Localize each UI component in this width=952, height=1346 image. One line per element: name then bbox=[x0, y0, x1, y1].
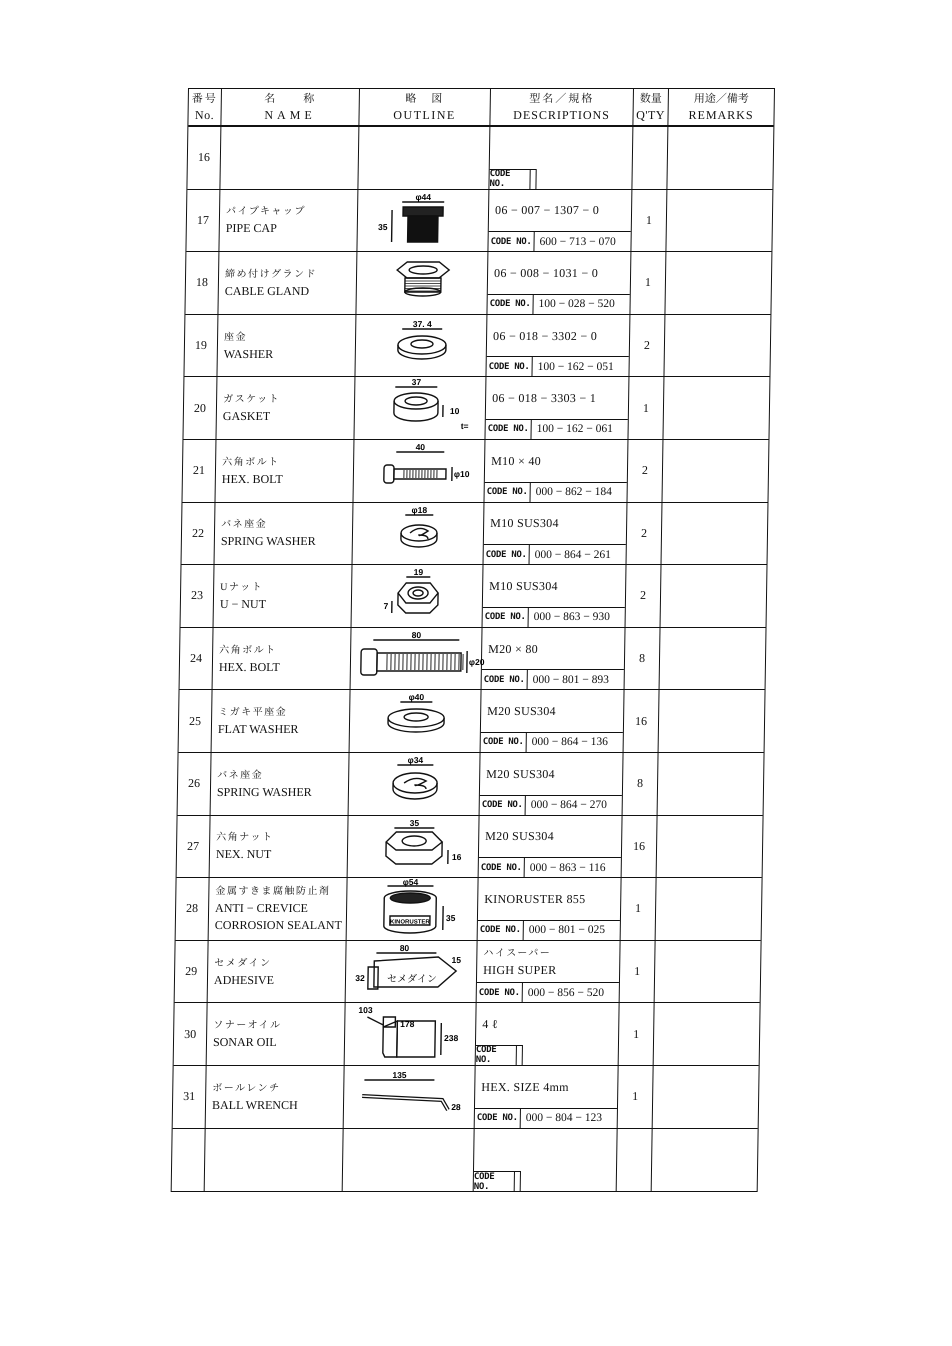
item-description bbox=[477, 941, 621, 1003]
item-name-en: BALL WRENCH bbox=[211, 1097, 298, 1112]
code-no-value: 000 − 804 − 123 bbox=[525, 1112, 603, 1124]
description-line: M10 SUS304 bbox=[490, 516, 559, 531]
hex-bolt-icon bbox=[353, 440, 485, 502]
code-no-label: CODE NO. bbox=[476, 1046, 517, 1065]
description-text bbox=[487, 315, 630, 357]
description-text bbox=[484, 503, 627, 545]
item-number: 27 bbox=[177, 816, 211, 878]
item-name-en: SPRING WASHER bbox=[216, 784, 312, 799]
item-name-en: NEX. NUT bbox=[215, 847, 272, 862]
item-name-en: WASHER bbox=[223, 346, 274, 361]
item-remarks bbox=[661, 565, 767, 627]
code-no-value: 100 − 028 − 520 bbox=[538, 298, 615, 311]
code-no-field bbox=[485, 419, 627, 439]
item-number: 16 bbox=[187, 127, 221, 189]
item-number: 22 bbox=[182, 503, 216, 565]
item-remarks bbox=[660, 628, 766, 690]
header-outline bbox=[359, 89, 491, 125]
ball-wrench-icon bbox=[344, 1066, 476, 1128]
description-text bbox=[478, 878, 621, 920]
description-text bbox=[483, 565, 626, 607]
code-no-value bbox=[517, 1046, 523, 1065]
item-qty: 2 bbox=[629, 315, 665, 377]
item-number bbox=[172, 1129, 206, 1192]
item-remarks bbox=[667, 127, 773, 189]
header-desc-jp: 型名／規格 bbox=[529, 93, 595, 105]
item-description bbox=[488, 190, 632, 252]
description-line: 06 − 007 − 1307 − 0 bbox=[494, 203, 600, 218]
code-no-field bbox=[484, 544, 626, 564]
description-text bbox=[489, 190, 632, 232]
item-name-en: GASKET bbox=[222, 409, 271, 424]
item-qty: 8 bbox=[625, 628, 661, 690]
code-no-label: CODE NO. bbox=[489, 170, 530, 189]
table-row bbox=[174, 1003, 760, 1066]
washer-icon bbox=[355, 315, 487, 377]
description-line: M20 × 80 bbox=[488, 641, 539, 656]
item-number: 28 bbox=[176, 878, 210, 940]
item-outline bbox=[346, 941, 478, 1003]
item-qty: 1 bbox=[621, 878, 657, 940]
item-name-jp: バネ座金 bbox=[217, 769, 264, 781]
item-description bbox=[480, 753, 624, 815]
dimension-label: 7 bbox=[383, 601, 389, 612]
item-name-jp: ソナーオイル bbox=[213, 1020, 282, 1032]
item-qty: 1 bbox=[618, 1066, 654, 1128]
table-row bbox=[184, 315, 770, 378]
dimension-label: φ40 bbox=[408, 692, 425, 703]
item-name-jp: ミガキ平座金 bbox=[218, 707, 288, 719]
item-remarks bbox=[654, 1003, 760, 1065]
item-name-en: U − NUT bbox=[219, 596, 267, 611]
dimension-label: φ18 bbox=[411, 504, 428, 515]
item-description bbox=[482, 628, 626, 690]
code-no-value: 100 − 162 − 051 bbox=[537, 360, 614, 373]
item-remarks bbox=[659, 690, 765, 752]
code-no-label: CODE NO. bbox=[485, 483, 531, 502]
code-no-label: CODE NO. bbox=[479, 858, 525, 877]
item-name-jp: ガスケット bbox=[223, 394, 281, 406]
dimension-label: 37 bbox=[411, 377, 422, 388]
code-no-value: 000 − 864 − 261 bbox=[534, 548, 611, 561]
item-qty: 2 bbox=[628, 440, 664, 502]
code-no-label: CODE NO. bbox=[485, 420, 531, 439]
dimension-label: 10 bbox=[449, 406, 460, 417]
description-text bbox=[475, 1066, 618, 1108]
item-number: 21 bbox=[183, 440, 217, 502]
item-name bbox=[206, 1066, 345, 1128]
dimension-label: 35 bbox=[378, 221, 388, 232]
description-text bbox=[490, 127, 633, 169]
item-outline bbox=[344, 1066, 476, 1128]
item-name bbox=[208, 941, 347, 1003]
item-number: 30 bbox=[174, 1003, 208, 1065]
code-no-label: CODE NO. bbox=[484, 545, 530, 564]
item-number: 25 bbox=[179, 690, 213, 752]
header-no bbox=[188, 89, 222, 125]
item-qty: 1 bbox=[630, 252, 666, 314]
item-name-en: ADHESIVE bbox=[213, 972, 275, 987]
code-no-field bbox=[485, 482, 627, 502]
item-name bbox=[211, 753, 350, 815]
code-no-field bbox=[489, 169, 536, 189]
item-name-en: SPRING WASHER bbox=[220, 534, 316, 549]
parts-list-table bbox=[171, 88, 775, 1192]
description-line: 06 − 008 − 1031 − 0 bbox=[493, 265, 599, 280]
code-no-label: CODE NO. bbox=[475, 1109, 521, 1128]
item-qty: 2 bbox=[627, 503, 663, 565]
table-row bbox=[180, 628, 766, 691]
item-qty bbox=[632, 127, 668, 189]
dimension-label: φ34 bbox=[407, 754, 424, 765]
table-row bbox=[185, 252, 771, 315]
description-text bbox=[488, 252, 631, 294]
item-outline bbox=[354, 440, 486, 502]
adhesive-tube-icon bbox=[346, 941, 478, 1003]
item-name bbox=[219, 190, 358, 252]
item-outline bbox=[351, 628, 483, 690]
spring-washer-icon bbox=[349, 753, 481, 815]
item-outline bbox=[356, 252, 488, 314]
code-no-field bbox=[483, 607, 625, 627]
dimension-label: 19 bbox=[413, 567, 424, 578]
tube-label: セメダイン bbox=[387, 973, 437, 985]
header-name-en: NAME bbox=[264, 108, 316, 122]
dimension-label: 35 bbox=[409, 817, 420, 828]
item-name-jp: セメダイン bbox=[214, 957, 272, 969]
header-no-jp: 番号 bbox=[191, 93, 218, 105]
description-text bbox=[481, 690, 624, 732]
dimension-label: 15 bbox=[451, 954, 462, 965]
item-number: 20 bbox=[183, 377, 217, 439]
description-line: ハイスーパー bbox=[483, 947, 552, 959]
table-row bbox=[178, 753, 764, 816]
item-description bbox=[475, 1066, 619, 1128]
item-name-jp: 座金 bbox=[224, 331, 248, 343]
code-no-value: 000 − 864 − 136 bbox=[531, 736, 609, 749]
item-name-en: CABLE GLAND bbox=[224, 283, 310, 298]
header-qty bbox=[633, 89, 669, 125]
code-no-value: 000 − 801 − 893 bbox=[532, 673, 610, 686]
code-no-label: CODE NO. bbox=[481, 733, 527, 752]
header-name bbox=[221, 89, 360, 125]
item-outline bbox=[358, 127, 490, 189]
dimension-label: 103 bbox=[358, 1005, 373, 1016]
item-name bbox=[214, 565, 353, 627]
code-no-label: CODE NO. bbox=[482, 670, 528, 689]
item-name bbox=[212, 690, 351, 752]
item-number: 26 bbox=[178, 753, 212, 815]
code-no-label: CODE NO. bbox=[477, 983, 523, 1002]
description-text bbox=[480, 753, 623, 795]
item-name-en: HEX. BOLT bbox=[221, 471, 283, 486]
item-number: 29 bbox=[175, 941, 209, 1003]
item-name bbox=[213, 628, 352, 690]
dimension-label: 16 bbox=[451, 851, 462, 862]
dimension-label: 37. 4 bbox=[412, 318, 432, 329]
header-remarks-jp: 用途／備考 bbox=[693, 93, 749, 105]
code-no-field bbox=[476, 1045, 523, 1065]
item-name-en: SONAR OIL bbox=[212, 1035, 277, 1050]
code-no-field bbox=[475, 1108, 617, 1128]
code-no-label: CODE NO. bbox=[480, 796, 526, 815]
cable-gland-icon bbox=[356, 252, 488, 314]
code-no-value: 000 − 864 − 270 bbox=[530, 799, 608, 812]
code-no-field bbox=[479, 857, 621, 877]
code-no-field bbox=[486, 356, 628, 376]
dimension-label: 32 bbox=[355, 972, 365, 983]
table-row bbox=[182, 503, 768, 566]
description-line2: HIGH SUPER bbox=[483, 962, 557, 977]
item-name bbox=[209, 878, 348, 940]
item-description bbox=[481, 690, 625, 752]
can-label: KINORUSTER bbox=[390, 919, 430, 926]
table-row bbox=[172, 1129, 758, 1192]
item-name-en-line2: CORROSION SEALANT bbox=[214, 918, 342, 933]
item-remarks bbox=[656, 878, 762, 940]
table-row bbox=[186, 190, 772, 253]
item-name-en: HEX. BOLT bbox=[218, 659, 280, 674]
table-row bbox=[179, 690, 765, 753]
item-outline bbox=[353, 503, 485, 565]
code-no-field bbox=[478, 920, 620, 940]
code-no-value: 000 − 863 − 116 bbox=[529, 861, 606, 874]
description-line: 4 ℓ bbox=[482, 1017, 499, 1032]
code-no-field bbox=[488, 231, 630, 251]
code-no-value bbox=[515, 1172, 521, 1191]
hex-nut-icon bbox=[348, 816, 480, 878]
item-description bbox=[485, 440, 629, 502]
item-name-jp: 六角ボルト bbox=[222, 456, 280, 468]
item-remarks bbox=[666, 190, 772, 252]
table-row bbox=[175, 941, 761, 1004]
item-name bbox=[217, 315, 356, 377]
item-qty bbox=[617, 1129, 653, 1192]
table-body bbox=[172, 127, 774, 1191]
description-text bbox=[486, 377, 629, 419]
item-name-jp: バネ座金 bbox=[221, 519, 268, 531]
dimension-label: 35 bbox=[445, 913, 456, 924]
header-qty-en: Q'TY bbox=[636, 108, 666, 122]
code-no-value bbox=[530, 170, 536, 189]
item-remarks bbox=[653, 1066, 759, 1128]
item-number: 17 bbox=[186, 190, 220, 252]
item-name bbox=[210, 816, 349, 878]
code-no-value: 000 − 862 − 184 bbox=[535, 486, 612, 499]
description-text bbox=[482, 628, 625, 670]
code-no-label: CODE NO. bbox=[478, 921, 524, 940]
item-description bbox=[487, 252, 631, 314]
item-outline bbox=[345, 1003, 477, 1065]
item-description bbox=[486, 315, 630, 377]
item-name-jp: 六角ボルト bbox=[219, 644, 277, 656]
item-description bbox=[476, 1003, 620, 1065]
gasket-icon bbox=[354, 377, 486, 439]
code-no-value: 000 − 863 − 930 bbox=[533, 611, 611, 624]
hex-bolt-icon bbox=[351, 628, 483, 690]
description-text bbox=[477, 941, 620, 983]
code-no-label: CODE NO. bbox=[474, 1172, 515, 1191]
header-descriptions bbox=[490, 89, 634, 125]
item-description bbox=[484, 503, 628, 565]
description-line: 06 − 018 − 3302 − 0 bbox=[493, 328, 598, 343]
item-description bbox=[478, 878, 622, 940]
header-qty-jp: 数量 bbox=[639, 93, 662, 105]
item-name bbox=[216, 377, 355, 439]
dimension-label: 178 bbox=[400, 1019, 415, 1030]
dimension-label: φ44 bbox=[415, 191, 432, 202]
description-line: M10 SUS304 bbox=[489, 578, 558, 593]
table-row bbox=[187, 127, 773, 190]
table-header bbox=[188, 89, 774, 127]
header-outline-en: OUTLINE bbox=[393, 108, 456, 122]
item-qty: 1 bbox=[619, 1003, 655, 1065]
item-name-jp: ボールレンチ bbox=[212, 1082, 281, 1094]
description-text bbox=[476, 1003, 619, 1045]
code-no-field bbox=[477, 982, 619, 1002]
item-qty: 8 bbox=[623, 753, 659, 815]
code-no-field bbox=[480, 795, 622, 815]
dimension-label: 80 bbox=[411, 629, 422, 640]
item-remarks bbox=[652, 1129, 758, 1192]
item-qty: 16 bbox=[622, 816, 658, 878]
item-description bbox=[489, 127, 633, 189]
item-description bbox=[483, 565, 627, 627]
item-name-jp: 締め付けグランド bbox=[224, 268, 318, 280]
item-outline bbox=[355, 315, 487, 377]
dimension-label: 135 bbox=[392, 1069, 407, 1080]
code-no-value: 600 − 713 − 070 bbox=[539, 235, 616, 248]
code-no-label: CODE NO. bbox=[487, 295, 533, 314]
dimension-label: 80 bbox=[399, 942, 410, 953]
oil-can-icon bbox=[345, 1003, 477, 1065]
item-remarks bbox=[665, 252, 771, 314]
code-no-value: 000 − 856 − 520 bbox=[527, 986, 605, 999]
table-row bbox=[177, 816, 763, 879]
code-no-field bbox=[487, 294, 629, 314]
item-qty: 1 bbox=[631, 190, 667, 252]
description-text bbox=[474, 1129, 617, 1172]
dimension-label: 28 bbox=[451, 1101, 461, 1112]
item-name bbox=[207, 1003, 346, 1065]
item-name-jp: 六角ナット bbox=[216, 832, 274, 844]
dimension-label: φ10 bbox=[453, 468, 470, 479]
item-remarks bbox=[655, 941, 761, 1003]
item-qty: 16 bbox=[624, 690, 660, 752]
header-name-jp: 名 称 bbox=[264, 93, 317, 105]
description-line: M20 SUS304 bbox=[485, 829, 555, 844]
item-name-en: FLAT WASHER bbox=[217, 722, 299, 737]
item-qty: 1 bbox=[620, 941, 656, 1003]
table-row bbox=[176, 878, 762, 941]
description-line: 06 − 018 − 3303 − 1 bbox=[492, 391, 597, 406]
item-outline bbox=[352, 565, 484, 627]
description-line: M20 SUS304 bbox=[486, 766, 556, 781]
description-line: HEX. SIZE 4mm bbox=[481, 1079, 569, 1094]
item-description bbox=[479, 816, 623, 878]
item-remarks bbox=[664, 315, 770, 377]
item-description bbox=[485, 377, 629, 439]
item-remarks bbox=[657, 816, 763, 878]
description-line: M20 SUS304 bbox=[487, 704, 557, 719]
code-no-label: CODE NO. bbox=[486, 357, 532, 376]
code-no-value: 000 − 801 − 025 bbox=[528, 924, 606, 937]
item-remarks bbox=[663, 440, 769, 502]
dimension-label: φ20 bbox=[468, 656, 485, 667]
table-row bbox=[182, 440, 768, 503]
dimension-label: 238 bbox=[443, 1033, 459, 1044]
code-no-label: CODE NO. bbox=[483, 608, 529, 627]
item-outline bbox=[343, 1129, 475, 1192]
item-outline bbox=[354, 377, 486, 439]
item-number: 18 bbox=[185, 252, 219, 314]
header-remarks bbox=[668, 89, 774, 125]
header-remarks-en: REMARKS bbox=[688, 108, 754, 122]
item-number: 31 bbox=[173, 1066, 207, 1128]
item-outline bbox=[357, 190, 489, 252]
header-no-en: No. bbox=[194, 108, 215, 122]
item-name-jp: 金属すきま腐触防止剤 bbox=[215, 886, 331, 898]
dimension-label: φ54 bbox=[402, 877, 419, 888]
item-outline bbox=[348, 816, 480, 878]
dimension-label: t= bbox=[460, 421, 469, 432]
item-number: 23 bbox=[181, 565, 215, 627]
description-line: M10 × 40 bbox=[491, 453, 542, 468]
dimension-label: 40 bbox=[415, 441, 426, 452]
pipe-cap-icon bbox=[357, 190, 489, 252]
item-qty: 2 bbox=[626, 565, 662, 627]
code-no-value: 100 − 162 − 061 bbox=[536, 423, 613, 436]
item-name-jp: Uナット bbox=[220, 581, 264, 593]
description-text bbox=[485, 440, 628, 482]
description-text bbox=[479, 816, 622, 858]
item-qty: 1 bbox=[628, 377, 664, 439]
code-no-field bbox=[474, 1171, 521, 1191]
item-name-en: ANTI − CREVICE bbox=[215, 901, 308, 916]
code-no-field bbox=[482, 669, 624, 689]
item-number: 19 bbox=[184, 315, 218, 377]
description-line: KINORUSTER 855 bbox=[484, 891, 586, 906]
flat-washer-icon bbox=[350, 690, 482, 752]
item-outline bbox=[350, 690, 482, 752]
item-description bbox=[474, 1129, 618, 1192]
sealant-can-icon bbox=[347, 878, 479, 940]
item-remarks bbox=[662, 503, 768, 565]
spring-washer-icon bbox=[353, 503, 485, 565]
item-number: 24 bbox=[180, 628, 214, 690]
code-no-field bbox=[481, 732, 623, 752]
u-nut-icon bbox=[352, 565, 484, 627]
item-remarks bbox=[658, 753, 764, 815]
item-name bbox=[216, 440, 355, 502]
item-name-en: PIPE CAP bbox=[225, 221, 277, 236]
item-outline bbox=[349, 753, 481, 815]
code-no-label: CODE NO. bbox=[488, 232, 534, 251]
item-name bbox=[215, 503, 354, 565]
table-row bbox=[173, 1066, 759, 1129]
item-name-jp: パイプキャップ bbox=[225, 206, 306, 218]
table-row bbox=[181, 565, 767, 628]
header-outline-jp: 略 図 bbox=[405, 93, 445, 105]
item-name bbox=[218, 252, 357, 314]
item-name bbox=[220, 127, 359, 189]
header-desc-en: DESCRIPTIONS bbox=[513, 108, 611, 122]
item-name bbox=[205, 1129, 344, 1192]
item-outline bbox=[347, 878, 479, 940]
item-remarks bbox=[663, 377, 769, 439]
table-row bbox=[183, 377, 769, 440]
